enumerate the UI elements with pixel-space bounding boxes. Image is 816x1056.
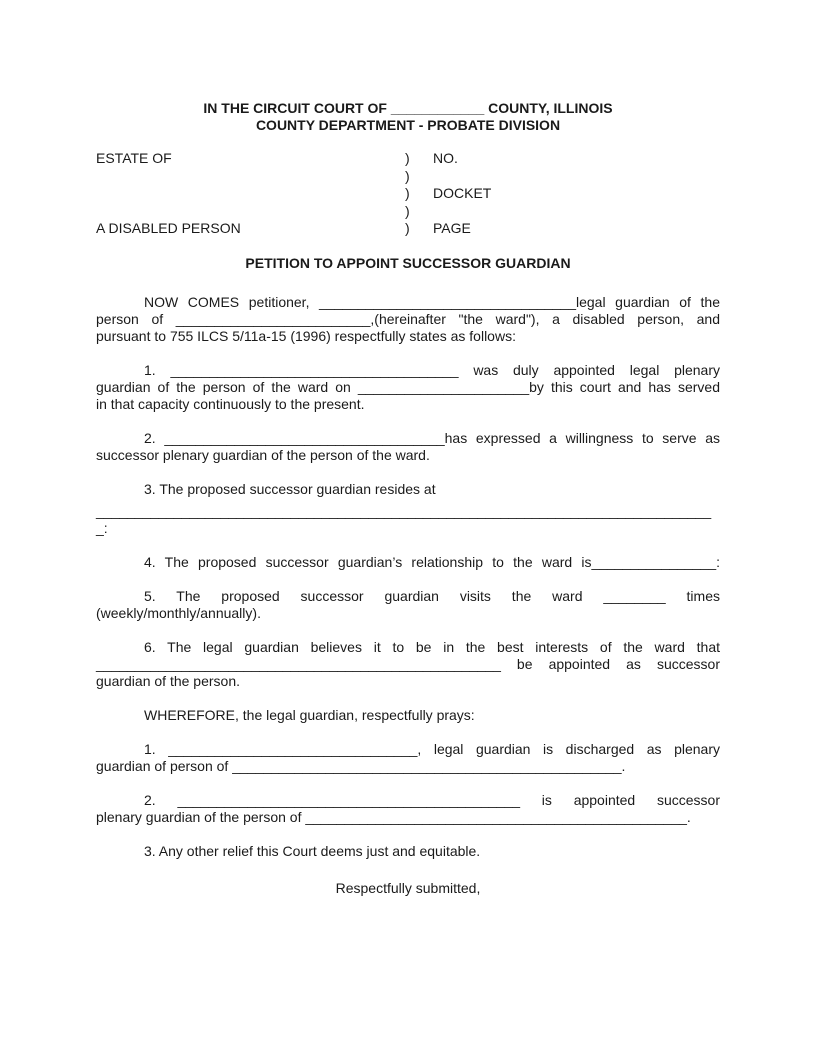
caption-left-blank bbox=[96, 185, 405, 203]
respectfully-submitted-line: Respectfully submitted, bbox=[335, 879, 481, 896]
caption-paren: ) bbox=[405, 220, 410, 236]
blank-line-full-width: _______________________________________________________________________________ bbox=[96, 502, 712, 519]
paragraph-line: WHEREFORE, the legal guardian, respectfully prays: bbox=[144, 706, 475, 723]
paragraph-line: 4. The proposed successor guardian’s relationship to the ward is________________: bbox=[144, 553, 720, 570]
paragraph-line: plenary guardian of the person of _________________________________________________. bbox=[96, 808, 691, 825]
paragraph-line: 2. ____________________________________________ is appointed successor bbox=[144, 791, 720, 808]
paragraph-line: guardian of the person. bbox=[96, 672, 240, 689]
numbered-paragraph-4 bbox=[96, 554, 720, 571]
caption-row bbox=[96, 168, 720, 186]
caption-row bbox=[96, 203, 720, 221]
caption-estate-of-label: ESTATE OF bbox=[96, 150, 172, 166]
caption-paren: ) bbox=[405, 202, 410, 219]
caption-page-label: PAGE bbox=[433, 220, 471, 236]
caption-docket-label: DOCKET bbox=[433, 185, 492, 201]
paragraph-line: (weekly/monthly/annually). bbox=[96, 604, 261, 621]
paragraph-line: NOW COMES petitioner, _________________________________legal guardian of the bbox=[144, 293, 720, 310]
paragraph-line: pursuant to 755 ILCS 5/11a-15 (1996) respectfully states as follows: bbox=[96, 327, 516, 344]
caption-right-blank bbox=[433, 168, 720, 186]
intro-paragraph bbox=[96, 294, 720, 345]
caption-disabled-person-label: A DISABLED PERSON bbox=[96, 220, 241, 236]
caption-left-blank bbox=[96, 203, 405, 221]
caption-paren: ) bbox=[405, 167, 410, 184]
paragraph-line: _: bbox=[96, 519, 108, 536]
paragraph-line: 2. ____________________________________has expressed a willingness to serve as bbox=[144, 429, 720, 446]
numbered-paragraph-5 bbox=[96, 588, 720, 622]
numbered-paragraph-1 bbox=[96, 362, 720, 413]
paragraph-line: guardian of the person of the ward on ______________________by this court and has served bbox=[96, 378, 720, 395]
court-header-line1: IN THE CIRCUIT COURT OF ____________ COUNTY, ILLINOIS bbox=[203, 100, 613, 116]
paragraph-line: 1. _____________________________________ was duly appointed legal plenary bbox=[144, 361, 720, 378]
caption-no-label: NO. bbox=[433, 150, 458, 166]
case-caption bbox=[96, 150, 720, 238]
paragraph-line: 5. The proposed successor guardian visits the ward ________ times bbox=[144, 587, 720, 604]
paragraph-line: 3. The proposed successor guardian resides at bbox=[144, 480, 436, 497]
paragraph-line: successor plenary guardian of the person of the ward. bbox=[96, 446, 430, 463]
paragraph-line: 1. ________________________________, legal guardian is discharged as plenary bbox=[144, 740, 720, 757]
caption-paren: ) bbox=[405, 150, 410, 166]
paragraph-line: guardian of person of __________________________________________________. bbox=[96, 757, 626, 774]
caption-row bbox=[96, 220, 720, 238]
paragraph-line: 6. The legal guardian believes it to be in the best interests of the ward that bbox=[144, 638, 720, 655]
paragraph-line: in that capacity continuously to the present. bbox=[96, 395, 365, 412]
caption-row bbox=[96, 185, 720, 203]
numbered-paragraph-3 bbox=[96, 481, 720, 537]
prayer-paragraph-2 bbox=[96, 792, 720, 826]
caption-left-blank bbox=[96, 168, 405, 186]
caption-paren: ) bbox=[405, 185, 410, 201]
paragraph-line: 3. Any other relief this Court deems just and equitable. bbox=[144, 842, 481, 859]
prayer-paragraph-1 bbox=[96, 741, 720, 775]
prayer-paragraph-3 bbox=[96, 843, 720, 860]
paragraph-line: ____________________________________________________ be appointed as successor bbox=[96, 655, 720, 672]
caption-right-blank bbox=[433, 203, 720, 221]
court-header-line2: COUNTY DEPARTMENT - PROBATE DIVISION bbox=[255, 117, 561, 133]
numbered-paragraph-2 bbox=[96, 430, 720, 464]
caption-row bbox=[96, 150, 720, 168]
wherefore-clause bbox=[96, 707, 720, 724]
numbered-paragraph-6 bbox=[96, 639, 720, 690]
paragraph-line: person of _________________________,(hereinafter "the ward"), a disabled person, and bbox=[96, 310, 720, 327]
document-title: PETITION TO APPOINT SUCCESSOR GUARDIAN bbox=[245, 254, 571, 271]
